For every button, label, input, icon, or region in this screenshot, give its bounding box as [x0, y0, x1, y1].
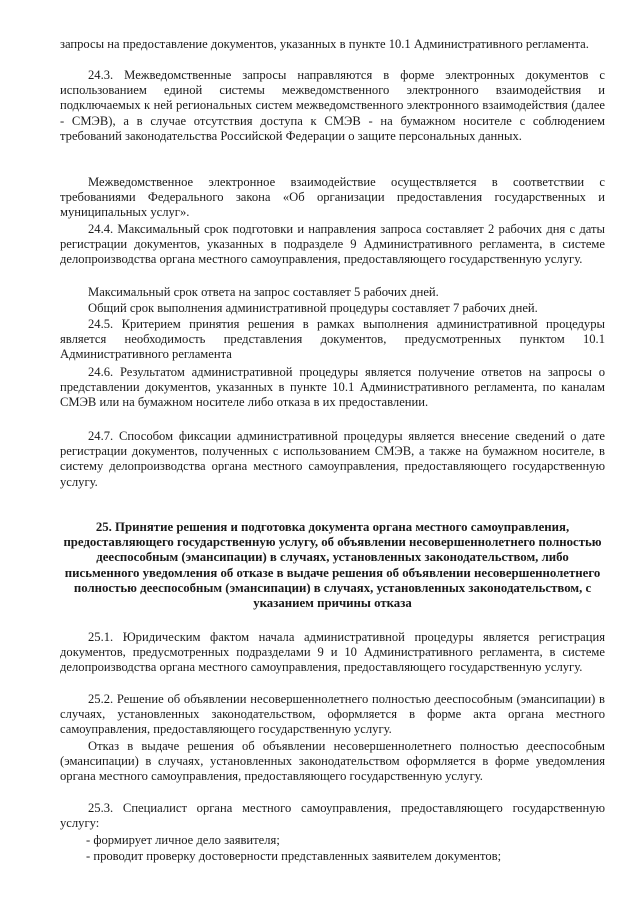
paragraph-25-1: 25.1. Юридическим фактом начала административной процедуры является регистрация документов, предусмотренных подразделами 9 и 10 Административного регламента, в системе делопроизводства органа местного самоуправления, предоставляющего государственную услугу. — [60, 630, 605, 675]
paragraph-continuation: запросы на предоставление документов, указанных в пункте 10.1 Административного регламента. — [60, 37, 589, 51]
paragraph-smev-law: Межведомственное электронное взаимодействие осуществляется в соответствии с требованиями Федерального закона «Об организации предоставления государственных и муниципальных услуг». — [60, 175, 605, 220]
paragraph-24-7: 24.7. Способом фиксации административной процедуры является внесение сведений о дате регистрации документов, полученных с использованием СМЭВ, а также на бумажном носителе, в систему делопроизводства органа местного самоуправления, предоставляющего государственную услугу. — [60, 429, 605, 489]
paragraph-total-term: Общий срок выполнения административной процедуры составляет 7 рабочих дней. — [88, 301, 538, 315]
section-25-heading: 25. Принятие решения и подготовка документа органа местного самоуправления, предоставляющего государственную услугу, об объявлении несовершеннолетнего полностью дееспособным (эмансипации) в случаях, установленных законодательством, либо письменного уведомления об отказе в выдаче решения об объявлении несовершеннолетнего полностью дееспособным (эмансипации) в случаях, установленных законодательством, с указанием причины отказа — [63, 520, 602, 611]
paragraph-response-term: Максимальный срок ответа на запрос составляет 5 рабочих дней. — [88, 285, 439, 299]
paragraph-24-4: 24.4. Максимальный срок подготовки и направления запроса составляет 2 рабочих дня с даты регистрации документов, указанных в подразделе 9 Административного регламента, в системе делопроизводства органа местного самоуправления, предоставляющего государственную услугу. — [60, 222, 605, 267]
list-item: - проводит проверку достоверности представленных заявителем документов; — [86, 849, 502, 863]
list-item: - формирует личное дело заявителя; — [86, 833, 280, 847]
paragraph-24-5: 24.5. Критерием принятия решения в рамках выполнения административной процедуры является необходимость представления документов, предусмотренных пунктом 10.1 Административного регламента — [60, 317, 605, 362]
paragraph-refusal: Отказ в выдаче решения об объявлении несовершеннолетнего полностью дееспособным (эмансипации) в случаях, установленных законодательством оформляется в форме уведомления органа местного самоуправления, предоставляющего государственную услугу. — [60, 739, 605, 784]
paragraph-24-6: 24.6. Результатом административной процедуры является получение ответов на запросы о представлении документов, указанных в пункте 10.1 Административного регламента, по каналам СМЭВ или на бумажном носителе либо отказа в их предоставлении. — [60, 365, 605, 410]
paragraph-25-3: 25.3. Специалист органа местного самоуправления, предоставляющего государственную услугу: — [60, 801, 605, 831]
paragraph-25-2: 25.2. Решение об объявлении несовершеннолетнего полностью дееспособным (эмансипации) в случаях, установленных законодательством, оформляется в форме акта органа местного самоуправления, предоставляющего государственную услугу. — [60, 692, 605, 737]
paragraph-24-3: 24.3. Межведомственные запросы направляются в форме электронных документов с использованием единой системы межведомственного электронного взаимодействия и подключаемых к ней региональных систем межведомственного электронного взаимодействия (далее - СМЭВ), а в случае отсутствия доступа к СМЭВ - на бумажном носителе с соблюдением требований законодательства Российской Федерации о защите персональных данных. — [60, 68, 605, 143]
